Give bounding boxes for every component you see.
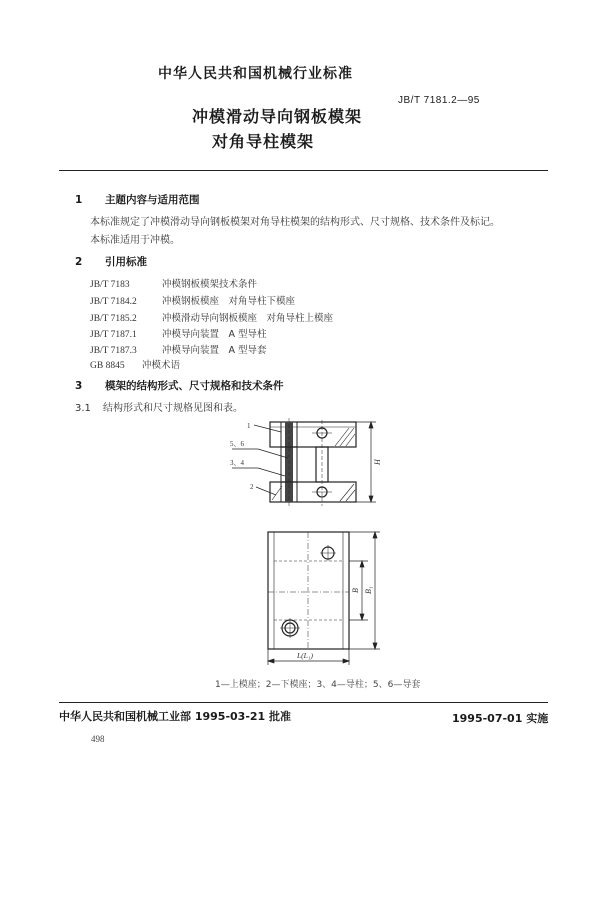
effective-date: 1995-07-01 实施 [452,712,549,725]
reference-code: JB/T 7187.1 [90,330,137,340]
reference-text: 冲模导向装置 A 型导套 [162,345,267,356]
footer-divider [59,702,548,703]
document-title: 冲模滑动导向钢板模架 [192,107,363,126]
callout-3-4: 3、4 [230,459,244,467]
page-number: 498 [91,734,105,744]
callout-1: 1 [247,422,251,430]
document-subtitle: 对角导柱模架 [212,132,315,151]
section-3-title: 模架的结构形式、尺寸规格和技术条件 [105,380,284,392]
dimension-b1-label: B₁ [364,586,373,594]
section-hatching [272,428,355,501]
section-3-number: 3 [75,380,83,392]
reference-code: JB/T 7187.3 [90,346,137,356]
left-guide-post [281,418,297,506]
reference-text: 冲模滑动导向钢板模座 对角导柱上模座 [162,313,334,324]
dimension-h-label: H [373,459,382,465]
reference-code: JB/T 7185.2 [90,314,137,324]
section-1-paragraph-2: 本标准适用于冲模。 [90,235,180,246]
section-1-number: 1 [75,194,83,206]
reference-text: 冲模术语 [142,360,181,371]
dimension-b-label: B [351,588,360,593]
reference-text: 冲模导向装置 A 型导柱 [162,329,267,340]
dimension-l-label: L(L₁) [297,651,313,660]
section-2-title: 引用标准 [105,256,147,268]
callout-5-6: 5、6 [230,440,244,448]
section-1-title: 主题内容与适用范围 [105,194,200,206]
issuing-body-title: 中华人民共和国机械行业标准 [158,66,353,82]
plan-view [268,532,349,649]
lower-die-base-side [270,482,356,502]
reference-code: GB 8845 [90,361,125,371]
subsection-3-1-number: 3.1 [75,403,91,414]
figure-caption: 1—上模座；2—下模座；3、4—导柱；5、6—导套 [215,680,421,690]
approval-line: 中华人民共和国机械工业部 1995-03-21 批准 [59,710,292,723]
reference-code: JB/T 7184.2 [90,297,137,307]
reference-text: 冲模钢板模架技术条件 [162,279,258,290]
section-2-number: 2 [75,256,83,268]
callout-2: 2 [250,483,254,491]
standard-number: JB/T 7181.2—95 [398,95,480,106]
subsection-3-1-text: 结构形式和尺寸规格见图和表。 [103,403,243,414]
section-1-paragraph-1: 本标准规定了冲模滑动导向钢板模架对角导柱模架的结构形式、尺寸规格、技术条件及标记。 [90,217,500,228]
upper-die-base-side [270,422,356,447]
reference-code: JB/T 7183 [90,280,130,290]
reference-text: 冲模钢板模座 对角导柱下模座 [162,296,296,307]
